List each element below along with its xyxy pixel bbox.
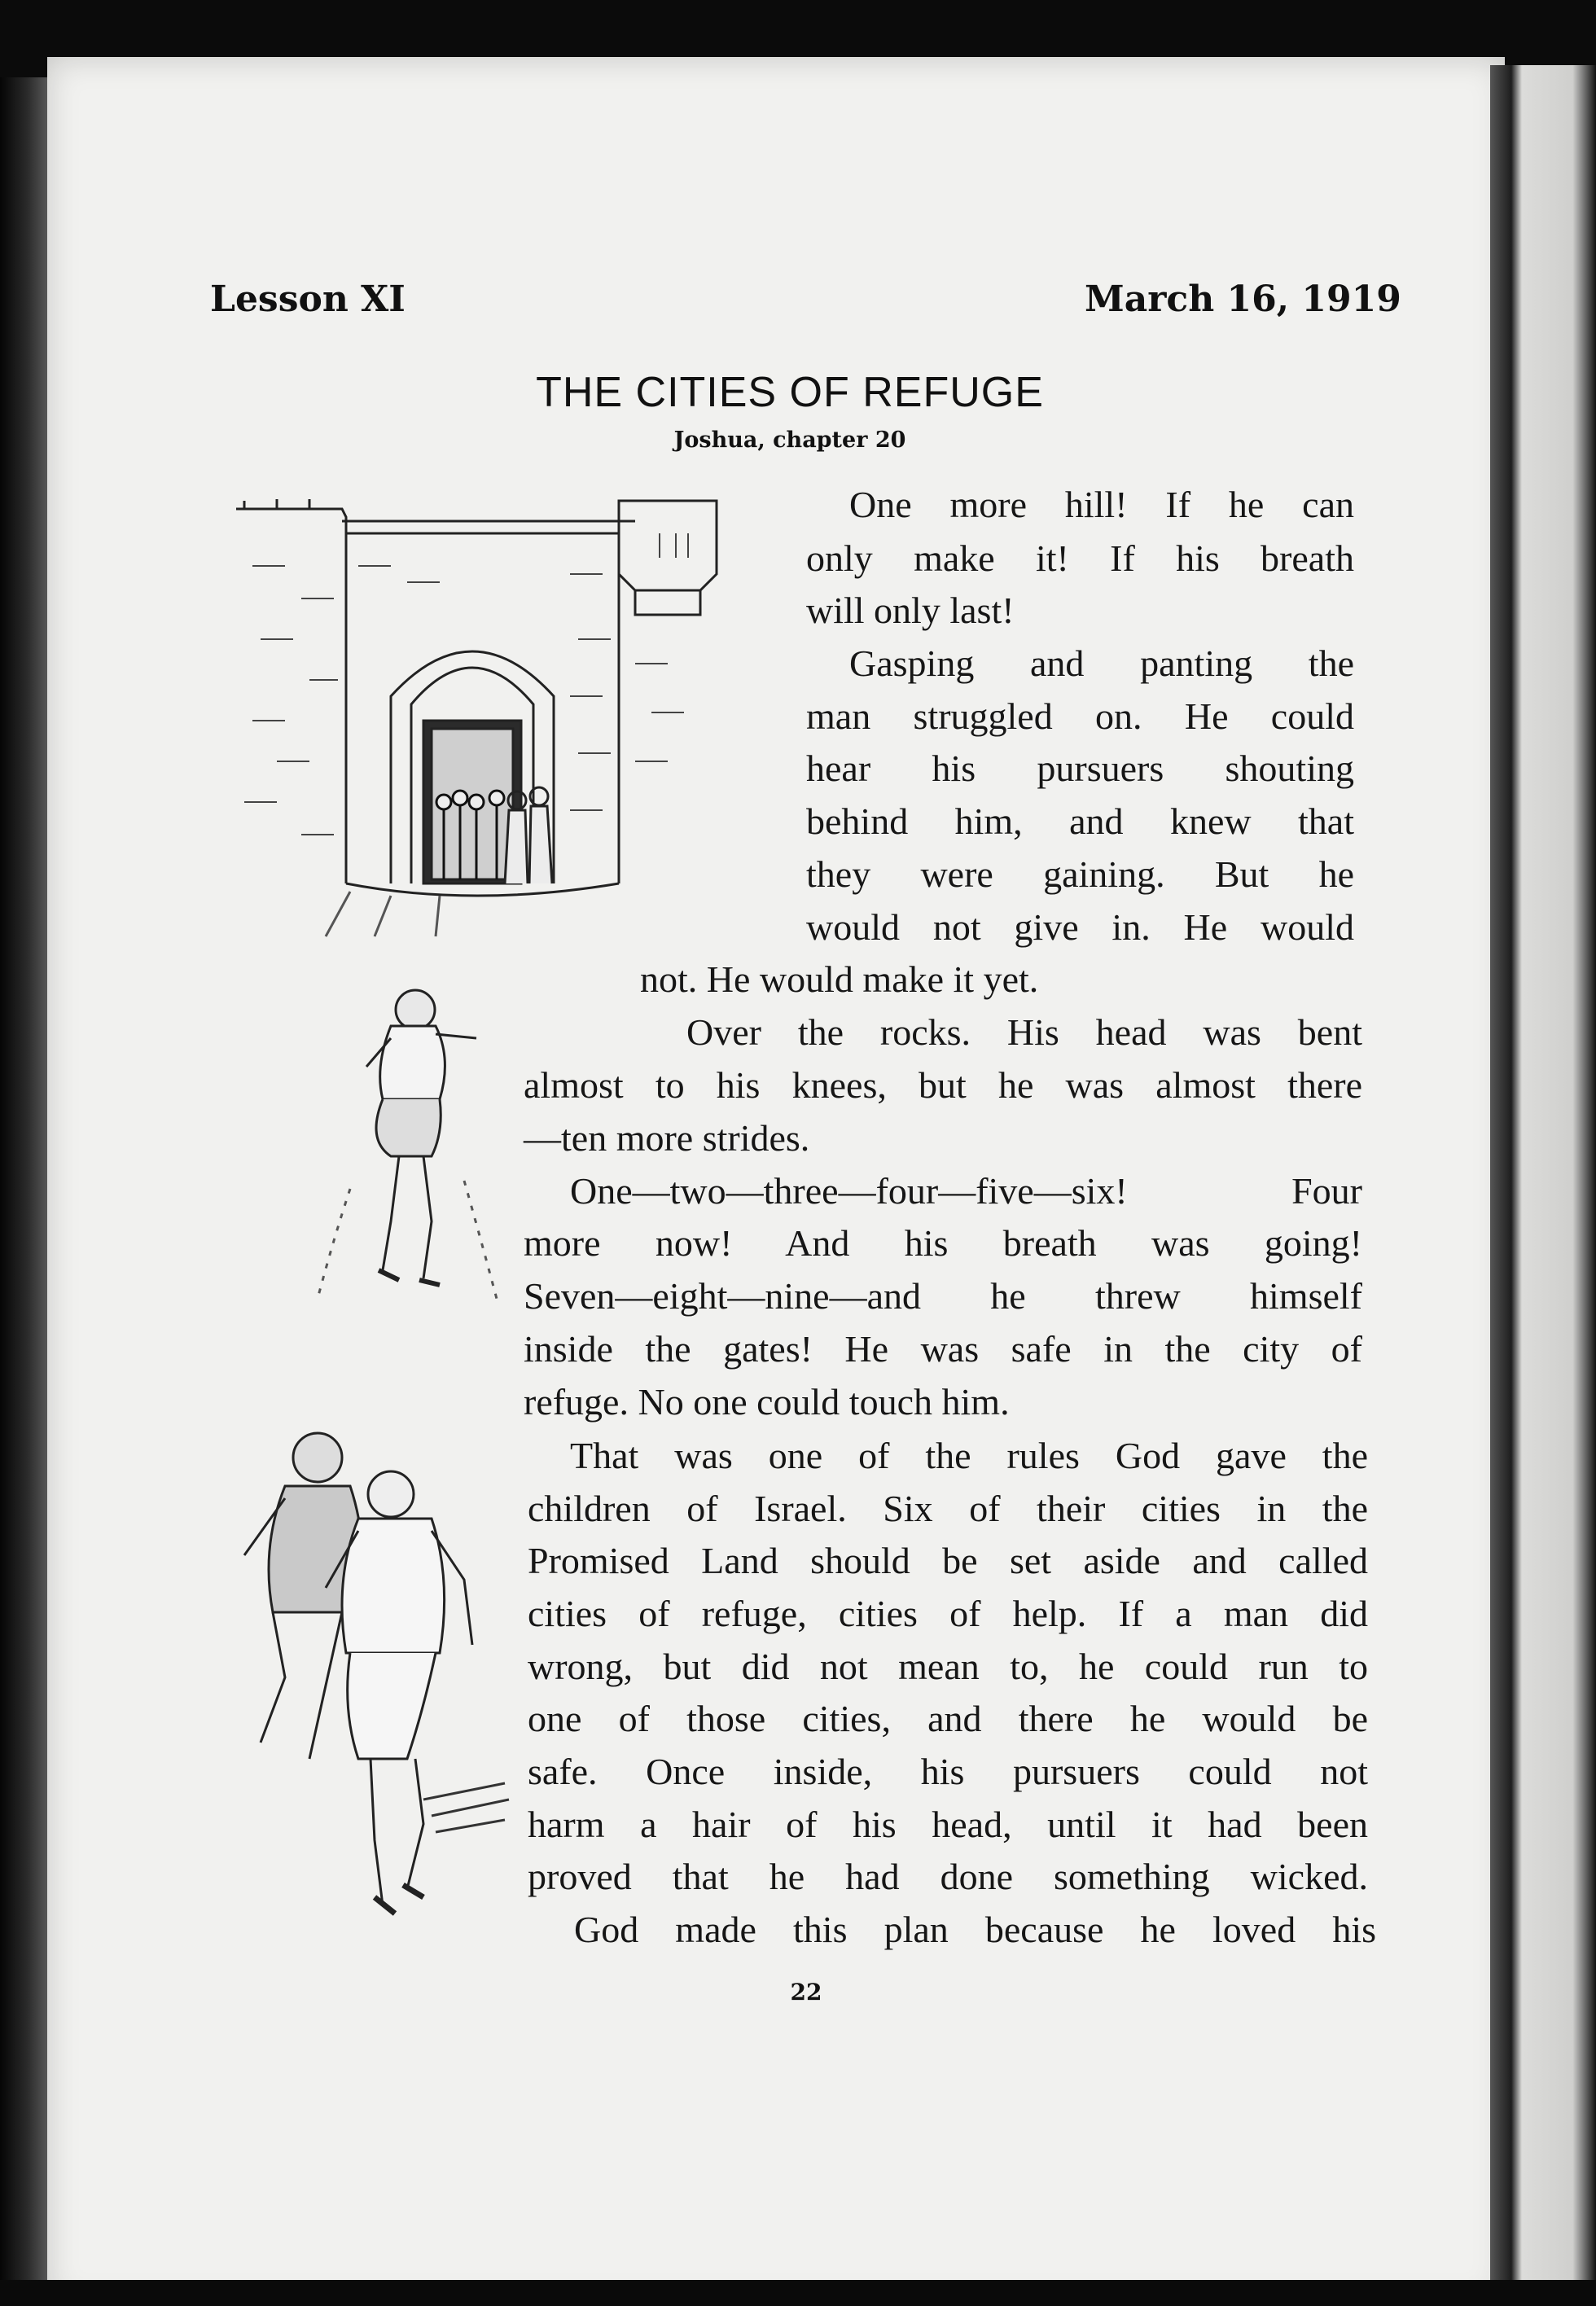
- lesson-number: Lesson XI: [210, 278, 406, 320]
- body-line-10: not. He would make it yet.: [640, 958, 1039, 1000]
- body-line-6: hear his pursuers shouting: [806, 747, 1354, 789]
- body-line-1: One more hill! If he can: [849, 484, 1354, 525]
- body-line-19: That was one of the rules God gave the: [570, 1435, 1368, 1476]
- lesson-date: March 16, 1919: [1085, 278, 1401, 320]
- body-line-24: one of those cities, and there he would be: [528, 1698, 1368, 1739]
- body-line-7: behind him, and knew that: [806, 800, 1354, 842]
- body-line-5: man struggled on. He could: [806, 695, 1354, 737]
- page-edge-right: [1490, 65, 1596, 2306]
- body-line-4: Gasping and panting the: [849, 642, 1354, 684]
- body-line-25: safe. Once inside, his pursuers could not: [528, 1751, 1368, 1792]
- body-line-15: more now! And his breath was going!: [524, 1222, 1362, 1264]
- body-line-21: Promised Land should be set aside and called: [528, 1540, 1368, 1581]
- city-gate-illustration: [228, 484, 814, 940]
- body-line-26: harm a hair of his head, until it had been: [528, 1804, 1368, 1845]
- body-line-9: would not give in. He would: [806, 906, 1354, 948]
- body-line-17: inside the gates! He was safe in the city of: [524, 1328, 1362, 1370]
- body-line-28: God made this plan because he loved his: [574, 1909, 1376, 1950]
- page-number: 22: [790, 1979, 822, 2006]
- body-line-20: children of Israel. Six of their cities in the: [528, 1488, 1368, 1529]
- body-line-2: only make it! If his breath: [806, 537, 1354, 579]
- body-line-8: they were gaining. But he: [806, 853, 1354, 895]
- body-line-16: Seven—eight—nine—and he threw himself: [524, 1275, 1362, 1317]
- body-line-13: —ten more strides.: [524, 1117, 810, 1159]
- pursuers-illustration: [228, 1417, 521, 1938]
- running-man-illustration: [301, 977, 513, 1303]
- book-spine-left: [0, 77, 49, 2306]
- body-line-14: One—two—three—four—five—six! Four: [570, 1170, 1362, 1212]
- page-title: THE CITIES OF REFUGE: [536, 369, 1044, 416]
- body-line-23: wrong, but did not mean to, he could run to: [528, 1646, 1368, 1687]
- body-line-3: will only last!: [806, 590, 1015, 631]
- scripture-reference: Joshua, chapter 20: [673, 427, 906, 453]
- body-line-27: proved that he had done something wicked.: [528, 1856, 1368, 1897]
- body-line-18: refuge. No one could touch him.: [524, 1381, 1010, 1423]
- body-line-22: cities of refuge, cities of help. If a man did: [528, 1593, 1368, 1634]
- body-line-12: almost to his knees, but he was almost there: [524, 1064, 1362, 1106]
- scan-bottom-band: [0, 2280, 1596, 2306]
- body-line-11: Over the rocks. His head was bent: [686, 1011, 1362, 1053]
